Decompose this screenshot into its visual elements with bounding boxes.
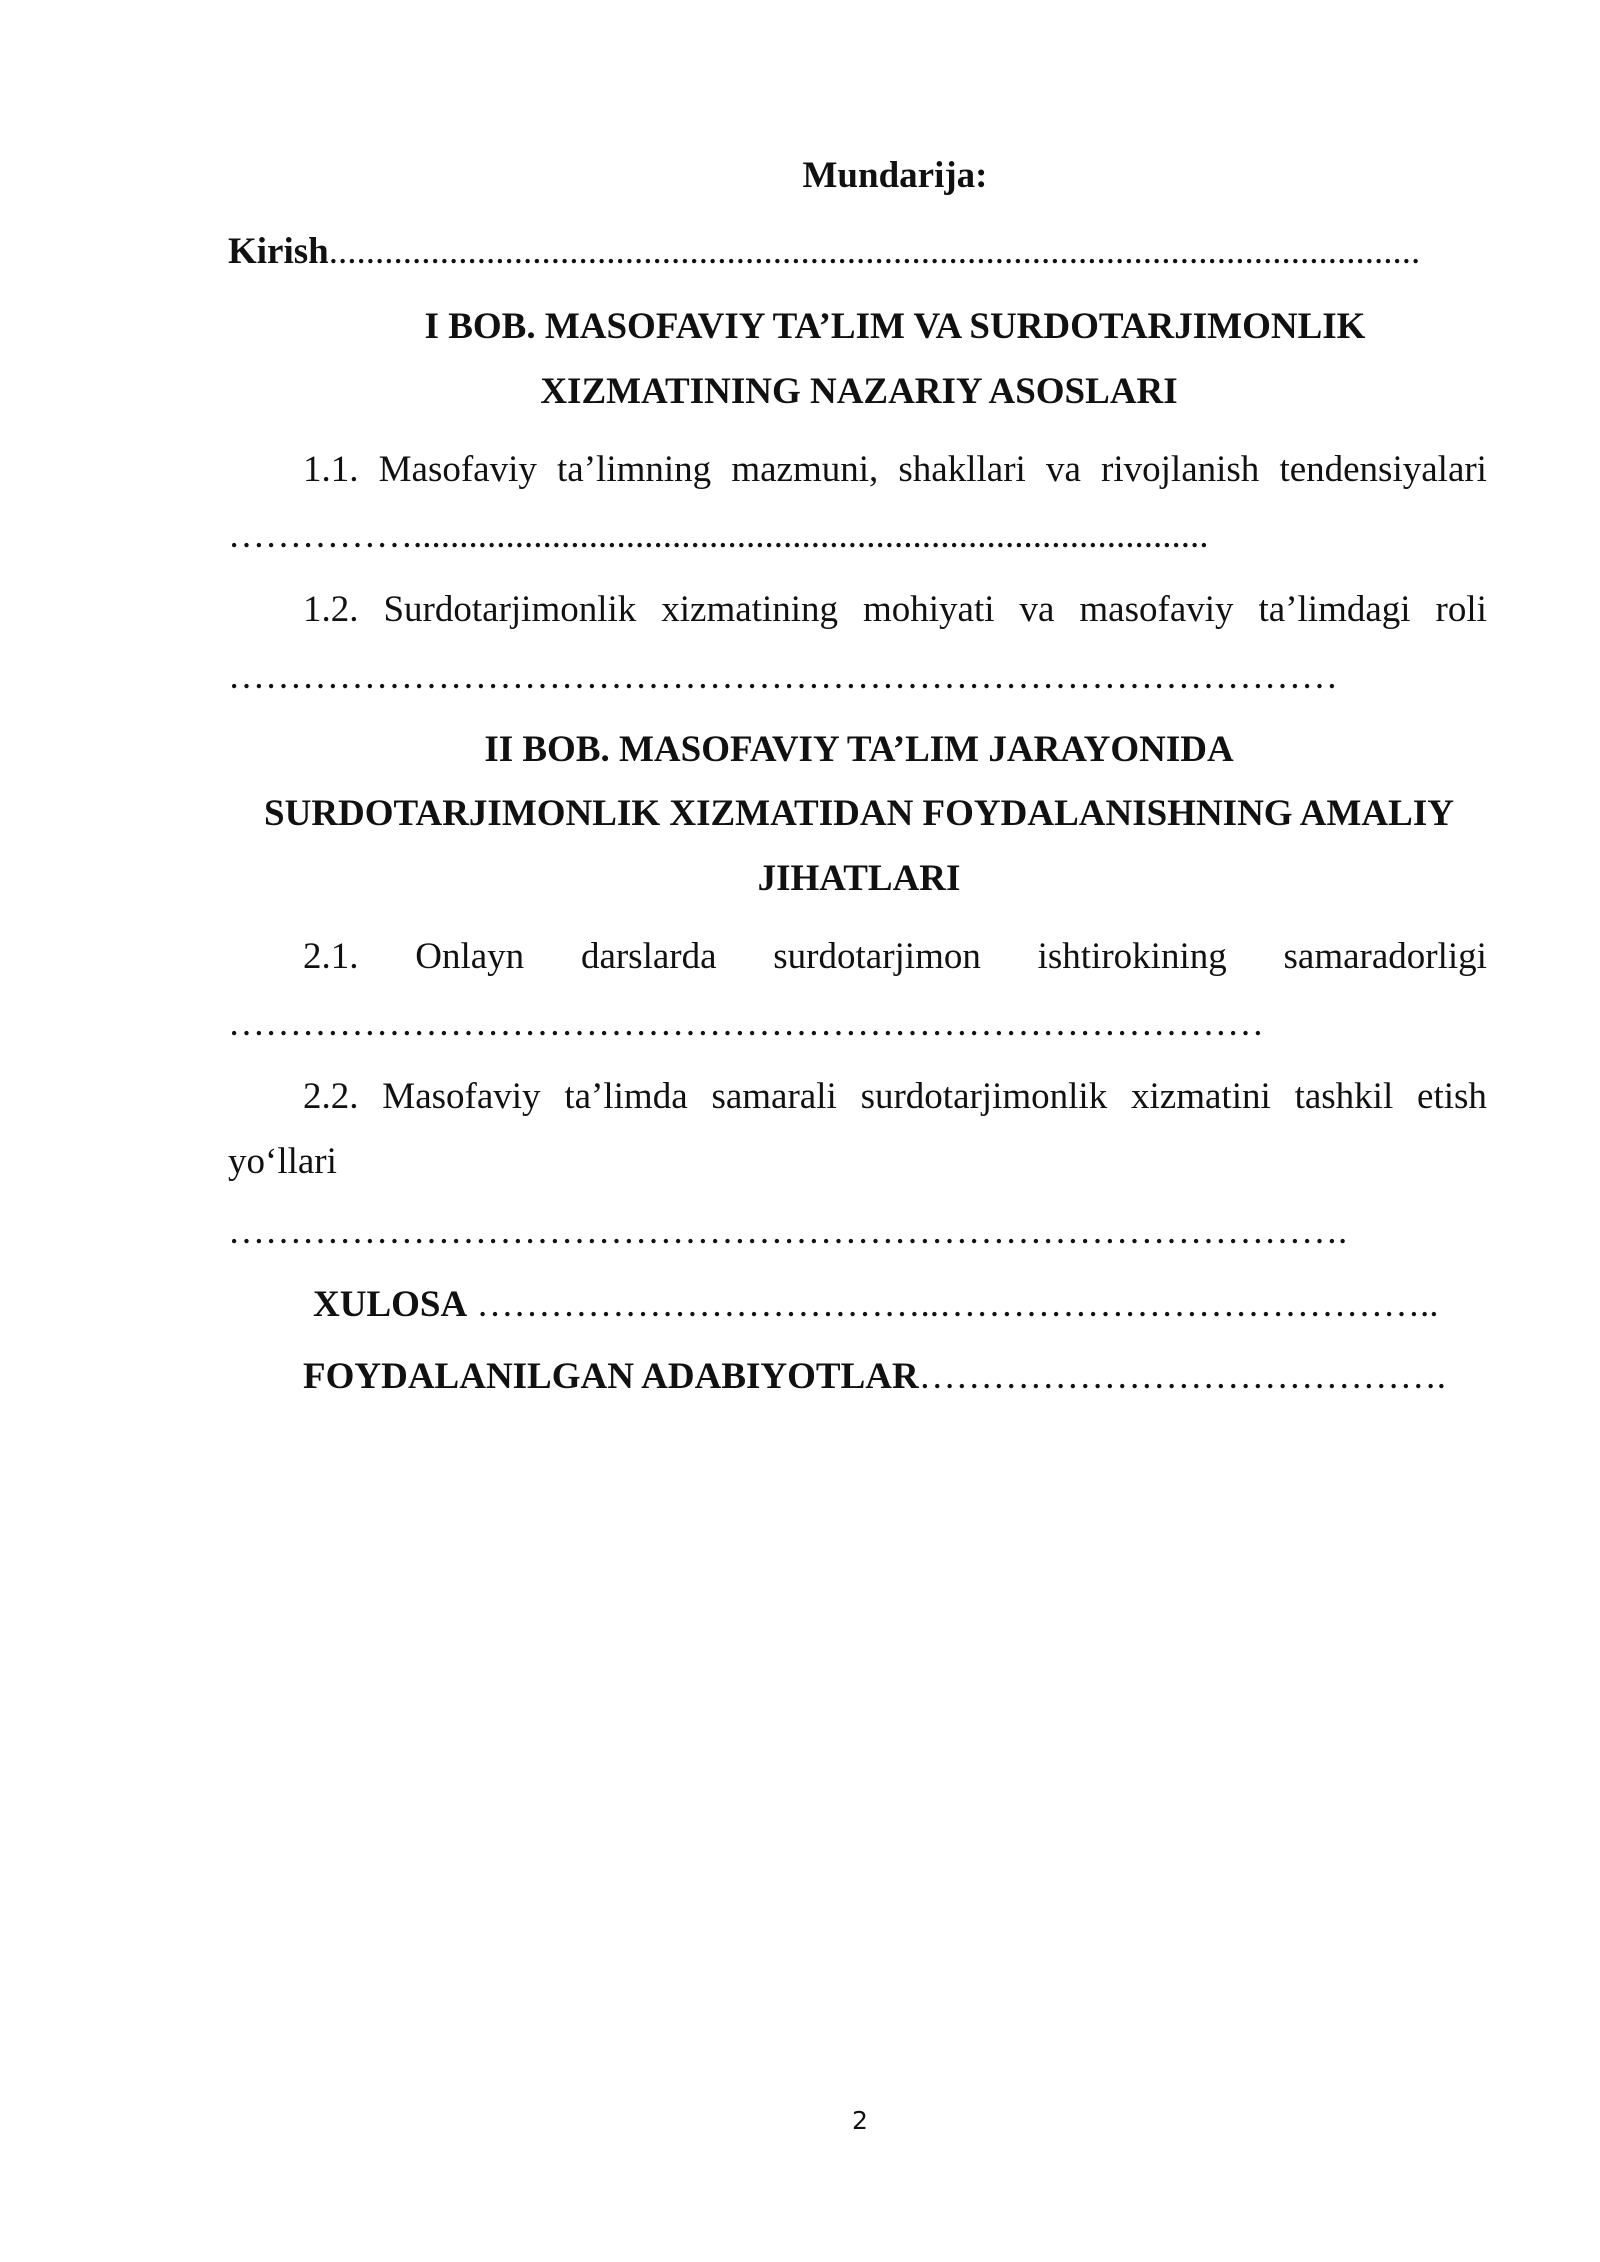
- toc-entry-word: samaradorligi: [1283, 936, 1487, 977]
- toc-entry-1-1-leader: ……………......................................................................................: [228, 515, 1209, 556]
- chapter-1-heading-line-1: I BOB. MASOFAVIY TA’LIM VA SURDOTARJIMONLIK: [424, 306, 1366, 347]
- toc-entry-word: ishtirokining: [1037, 936, 1227, 977]
- toc-entry-1-2-leader: ………………………………………………………………………………: [228, 656, 1338, 697]
- toc-entry-word: tashkil: [1294, 1076, 1394, 1117]
- toc-entry-word: xizmatining: [661, 589, 839, 630]
- chapter-2-heading-line-2: SURDOTARJIMONLIK XIZMATIDAN FOYDALANISHNING AMALIY: [264, 793, 1454, 834]
- toc-entry-word: 2.2.: [303, 1076, 359, 1117]
- toc-entry-word: va: [1045, 449, 1081, 490]
- toc-entry-word: surdotarjimon: [773, 936, 981, 977]
- toc-entry-word: masofaviy: [1079, 589, 1234, 630]
- page-number: 2: [852, 2106, 868, 2135]
- toc-entry-2-2-leader: ……………………………………………………………………………….: [228, 1211, 1348, 1252]
- toc-entry-word: mohiyati: [862, 589, 995, 630]
- toc-entry-word: rivojlanish: [1101, 449, 1260, 490]
- toc-entry-word: Masofaviy: [378, 449, 537, 490]
- toc-entry-1-1: [303, 448, 1487, 492]
- toc-entry-word: ta’limda: [564, 1076, 688, 1117]
- toc-entry-word: mazmuni,: [731, 449, 879, 490]
- toc-entry-2-2-continuation: yo‘llari: [228, 1141, 337, 1182]
- toc-entry-references-leader: …………………………………….: [918, 1356, 1446, 1397]
- toc-entry-word: roli: [1435, 589, 1487, 630]
- toc-entry-word: Masofaviy: [382, 1076, 541, 1117]
- toc-entry-word: shakllari: [898, 449, 1026, 490]
- toc-entry-intro-leader: ......................................................................................................................: [328, 231, 1421, 272]
- toc-title: Mundarija:: [802, 155, 988, 196]
- toc-entry-word: etish: [1417, 1076, 1487, 1117]
- toc-entry-word: tendensiyalari: [1279, 449, 1487, 490]
- toc-entry-word: Surdotarjimonlik: [383, 589, 637, 630]
- toc-entry-2-1-leader: …………………………………………………………………………: [228, 1003, 1264, 1044]
- toc-entry-word: 2.1.: [303, 936, 359, 977]
- toc-entry-word: surdotarjimonlik: [860, 1076, 1108, 1117]
- toc-entry-word: ta’limning: [557, 449, 712, 490]
- toc-entry-word: va: [1019, 589, 1055, 630]
- toc-entry-2-1: [303, 935, 1487, 979]
- toc-entry-conclusion: [313, 1283, 1438, 1327]
- toc-entry-references-label: FOYDALANILGAN ADABIYOTLAR: [303, 1356, 919, 1397]
- toc-entry-intro-label: Kirish: [228, 231, 329, 272]
- toc-entry-word: 1.1.: [303, 449, 359, 490]
- toc-entry-conclusion-leader: ………………………………..…………………………………..: [467, 1284, 1439, 1325]
- toc-entry-word: ta’limdagi: [1258, 589, 1411, 630]
- toc-entry-word: darslarda: [580, 936, 717, 977]
- toc-entry-intro: [228, 230, 1420, 274]
- toc-entry-1-2: [303, 588, 1487, 632]
- chapter-1-heading-line-2: XIZMATINING NAZARIY ASOSLARI: [540, 371, 1178, 412]
- toc-entry-references: [303, 1355, 1446, 1399]
- chapter-2-heading-line-1: II BOB. MASOFAVIY TA’LIM JARAYONIDA: [484, 729, 1234, 770]
- toc-entry-word: Onlayn: [415, 936, 525, 977]
- toc-entry-word: 1.2.: [303, 589, 359, 630]
- toc-entry-2-2: [303, 1075, 1487, 1119]
- toc-entry-word: samarali: [711, 1076, 837, 1117]
- chapter-2-heading-line-3: JIHATLARI: [757, 858, 961, 899]
- toc-entry-conclusion-label: XULOSA: [313, 1284, 468, 1325]
- toc-entry-word: xizmatini: [1131, 1076, 1271, 1117]
